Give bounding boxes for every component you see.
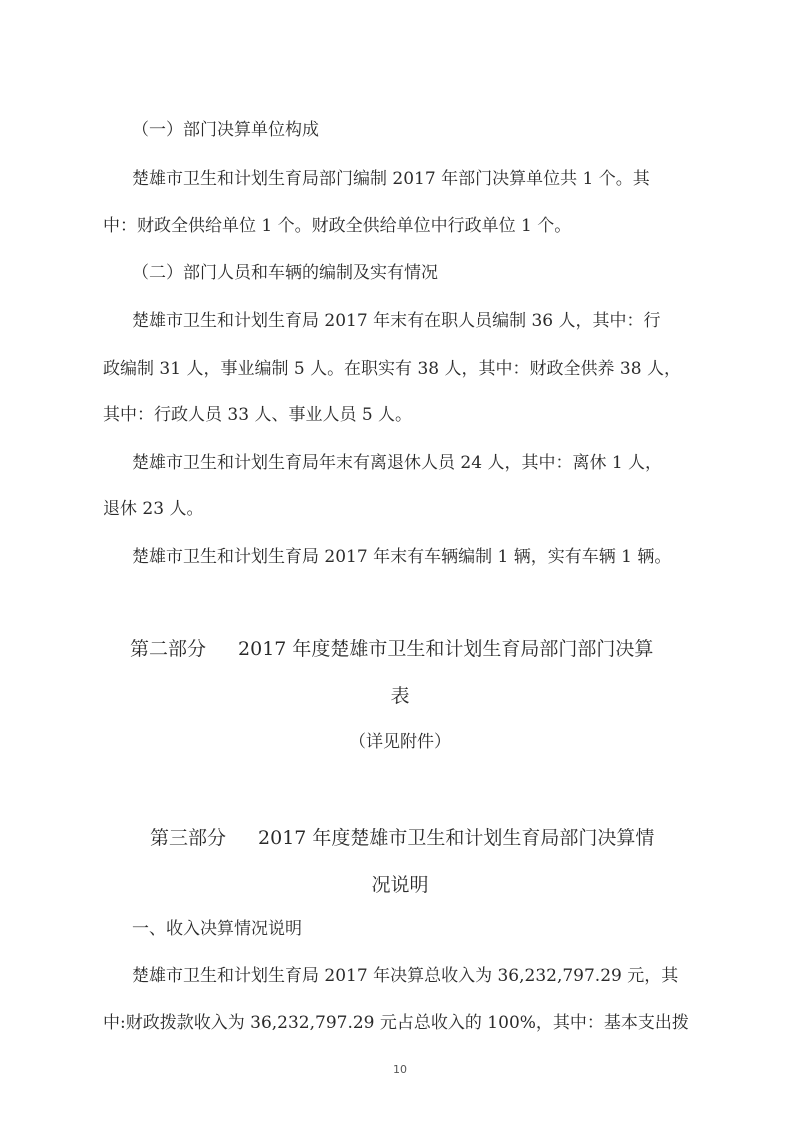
part3-label: 第三部分 <box>150 827 227 849</box>
paragraph-line: 其中：行政人员 33 人、事业人员 5 人。 <box>103 405 413 425</box>
part3-title-continuation: 况说明 <box>371 874 429 896</box>
paragraph-line: 中:财政拨款收入为 36,232,797.29 元占总收入的 100%，其中：基本支出拨 <box>103 1013 689 1033</box>
part3-heading <box>150 824 654 852</box>
section-heading-income: 一、收入决算情况说明 <box>132 919 302 939</box>
paragraph-line: 中：财政全供给单位 1 个。财政全供给单位中行政单位 1 个。 <box>103 216 572 236</box>
part3-title: 2017 年度楚雄市卫生和计划生育局部门决算情 <box>258 827 655 849</box>
part2-heading <box>130 635 653 663</box>
part2-label: 第二部分 <box>130 638 207 660</box>
paragraph-line: 楚雄市卫生和计划生育局 2017 年决算总收入为 36,232,797.29 元，其 <box>132 966 679 986</box>
part2-title: 2017 年度楚雄市卫生和计划生育局部门部门决算 <box>238 638 654 660</box>
paragraph-line: 楚雄市卫生和计划生育局 2017 年末有在职人员编制 36 人，其中：行 <box>132 311 661 331</box>
paragraph-line: 楚雄市卫生和计划生育局年末有离退休人员 24 人，其中：离休 1 人， <box>132 453 663 473</box>
section-heading-unit-composition: （一）部门决算单位构成 <box>132 120 319 140</box>
paragraph-line: 楚雄市卫生和计划生育局 2017 年末有车辆编制 1 辆，实有车辆 1 辆。 <box>132 547 672 567</box>
part2-note: （详见附件） <box>349 732 451 752</box>
page-number: 10 <box>393 1063 407 1076</box>
part2-title-continuation: 表 <box>390 685 410 707</box>
paragraph-line: 政编制 31 人，事业编制 5 人。在职实有 38 人，其中：财政全供养 38 人， <box>103 359 681 379</box>
paragraph-line: 楚雄市卫生和计划生育局部门编制 2017 年部门决算单位共 1 个。其 <box>132 169 650 189</box>
section-heading-staff-vehicles: （二）部门人员和车辆的编制及实有情况 <box>132 263 438 283</box>
paragraph-line: 退休 23 人。 <box>103 499 204 519</box>
